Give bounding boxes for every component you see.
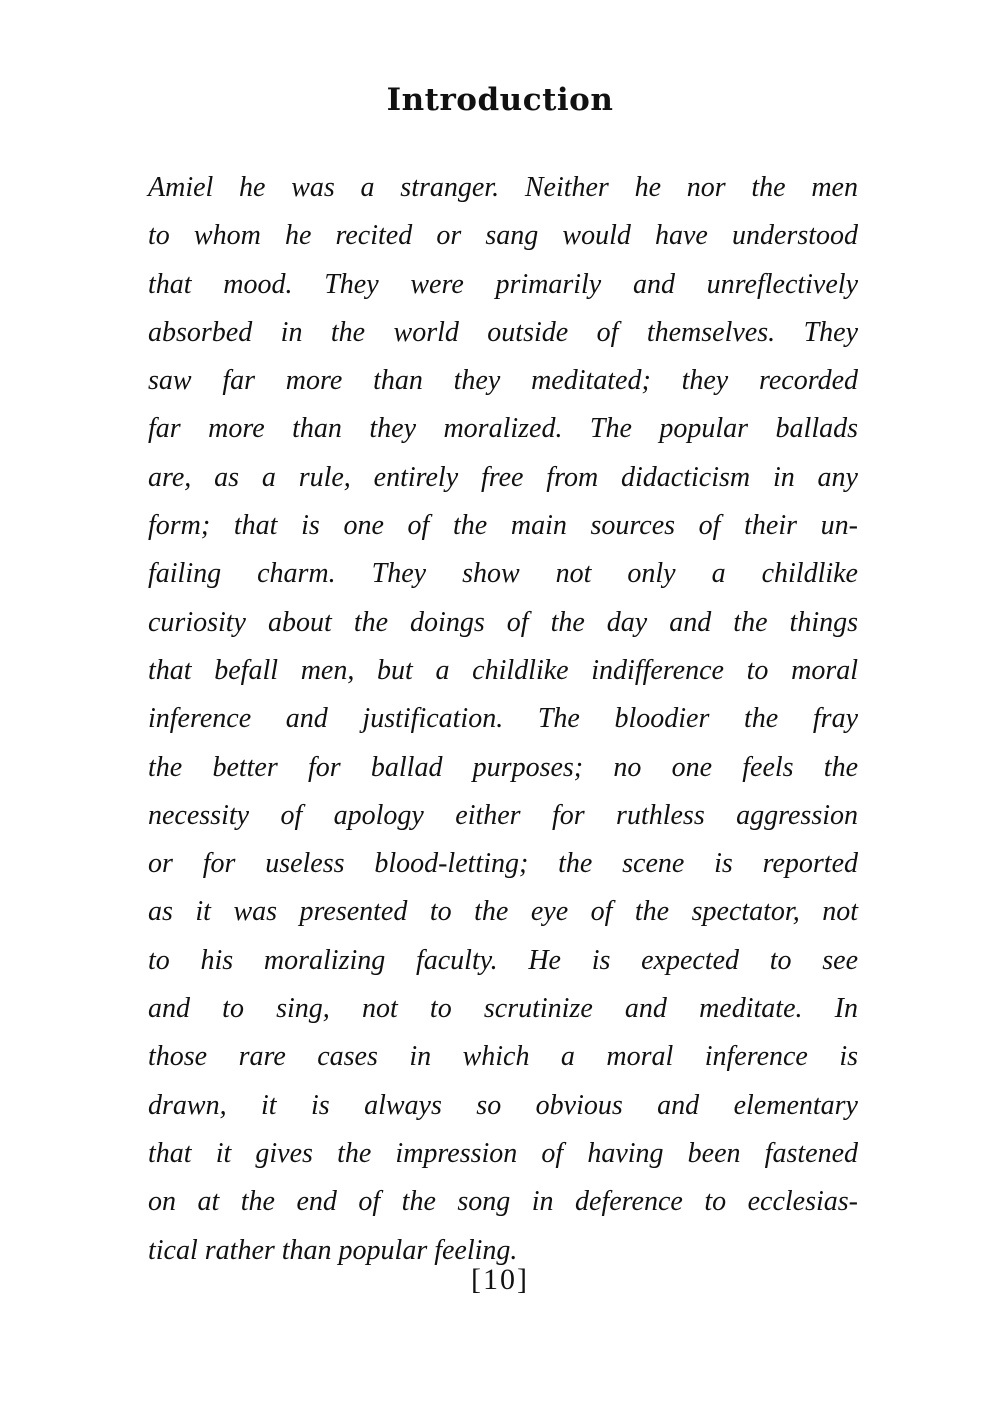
text-line: those rare cases in which a moral inference is — [148, 1041, 858, 1073]
text-line: that it gives the impression of having been fastened — [148, 1137, 858, 1169]
text-line: failing charm. They show not only a childlike — [148, 558, 858, 590]
page-number: [10] — [471, 1263, 529, 1296]
text-line: drawn, it is always so obvious and elementary — [148, 1089, 858, 1121]
body-text — [148, 164, 858, 1275]
text-line: are, as a rule, entirely free from didacticism in any — [148, 461, 858, 493]
text-line: absorbed in the world outside of themselves. They — [148, 316, 858, 348]
text-line: tical rather than popular feeling. — [148, 1234, 518, 1266]
text-line: inference and justification. The bloodier the fray — [148, 703, 858, 735]
text-line: curiosity about the doings of the day and the things — [148, 606, 858, 638]
text-line: Amiel he was a stranger. Neither he nor the men — [148, 172, 858, 203]
text-line: far more than they moralized. The popular ballads — [148, 413, 858, 445]
text-line: to his moralizing faculty. He is expected to see — [148, 944, 858, 976]
page-title: Introduction — [386, 82, 614, 118]
text-line: on at the end of the song in deference to ecclesias- — [148, 1186, 858, 1218]
text-line: form; that is one of the main sources of their un- — [148, 510, 858, 542]
text-line: or for useless blood-letting; the scene is reported — [148, 848, 858, 880]
text-line: that mood. They were primarily and unreflectively — [148, 268, 858, 300]
text-line: necessity of apology either for ruthless aggression — [148, 799, 858, 831]
text-line: that befall men, but a childlike indifference to moral — [148, 654, 858, 686]
text-line: as it was presented to the eye of the spectator, not — [148, 896, 858, 928]
text-line: the better for ballad purposes; no one feels the — [148, 751, 858, 783]
text-line: saw far more than they meditated; they recorded — [148, 365, 858, 397]
text-line: and to sing, not to scrutinize and meditate. In — [148, 993, 858, 1025]
text-line: to whom he recited or sang would have understood — [148, 220, 858, 252]
